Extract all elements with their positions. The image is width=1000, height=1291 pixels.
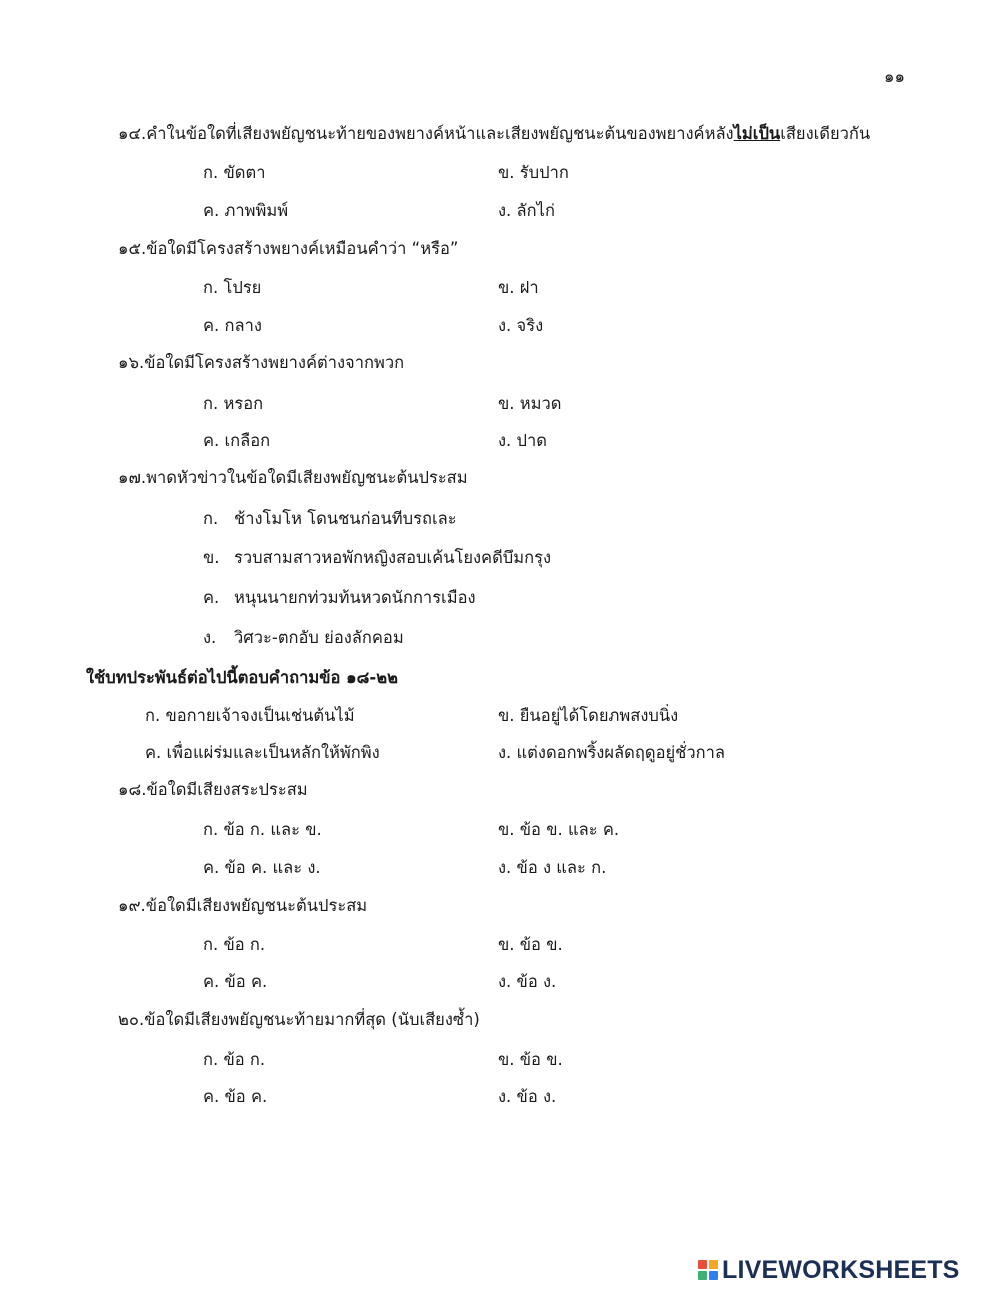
- q19-option-c[interactable]: ค. ข้อ ค.: [203, 972, 268, 991]
- logo-text: LIVEWORKSHEETS: [722, 1256, 960, 1284]
- passage-line-a: ก. ขอกายเจ้าจงเป็นเช่นต้นไม้: [145, 706, 355, 725]
- q18-option-d[interactable]: ง. ข้อ ง และ ก.: [498, 858, 607, 877]
- liveworksheets-logo[interactable]: [698, 1257, 960, 1283]
- q15-option-a[interactable]: ก. โปรย: [203, 278, 262, 297]
- question-14-emphasis: ไม่เป็น: [733, 124, 781, 143]
- q20-option-b[interactable]: ข. ข้อ ข.: [498, 1050, 563, 1069]
- logo-block-2: [709, 1260, 718, 1269]
- question-18: ๑๘.ข้อใดมีเสียงสระประสม: [118, 780, 308, 799]
- logo-block-3: [698, 1271, 707, 1280]
- q17-option-a[interactable]: [203, 508, 457, 530]
- question-14: [118, 123, 870, 145]
- q18-option-c[interactable]: ค. ข้อ ค. และ ง.: [203, 858, 321, 877]
- passage-line-b: ข. ยืนอยู่ได้โดยภพสงบนิ่ง: [498, 706, 679, 725]
- q18-option-a[interactable]: ก. ข้อ ก. และ ข.: [203, 820, 322, 839]
- q16-option-b[interactable]: ข. หมวด: [498, 394, 562, 413]
- q17-option-c-letter: ค.: [203, 588, 220, 607]
- question-19: ๑๙.ข้อใดมีเสียงพยัญชนะต้นประสม: [118, 896, 368, 915]
- passage-line-c: ค. เพื่อแผ่ร่มและเป็นหลักให้พักพิง: [145, 743, 380, 762]
- q17-option-b-letter: ข.: [203, 548, 220, 567]
- logo-block-1: [698, 1260, 707, 1269]
- passage-heading: ใช้บทประพันธ์ต่อไปนี้ตอบคำถามข้อ ๑๘-๒๒: [86, 668, 398, 687]
- question-14-suffix: เสียงเดียวกัน: [780, 124, 871, 143]
- logo-block-4: [709, 1271, 718, 1280]
- q17-option-c-text: หนุนนายกท่วมท้นหวดนักการเมือง: [234, 588, 476, 607]
- question-14-prefix: ๑๔.คำในข้อใดที่เสียงพยัญชนะท้ายของพยางค์หน้าและเสียงพยัญชนะต้นของพยางค์หลัง: [118, 124, 734, 143]
- q20-option-a[interactable]: ก. ข้อ ก.: [203, 1050, 266, 1069]
- q17-option-d[interactable]: [203, 627, 404, 649]
- q17-option-b[interactable]: [203, 547, 551, 569]
- q14-option-c[interactable]: ค. ภาพพิมพ์: [203, 201, 289, 220]
- passage-line-d: ง. แต่งดอกพริ้งผลัดฤดูอยู่ชั่วกาล: [498, 743, 725, 762]
- q20-option-d[interactable]: ง. ข้อ ง.: [498, 1087, 557, 1106]
- q19-option-d[interactable]: ง. ข้อ ง.: [498, 972, 557, 991]
- q16-option-d[interactable]: ง. ปาด: [498, 431, 548, 450]
- q15-option-c[interactable]: ค. กลาง: [203, 316, 262, 335]
- q17-option-a-letter: ก.: [203, 509, 219, 528]
- question-17: ๑๗.พาดหัวข่าวในข้อใดมีเสียงพยัญชนะต้นประสม: [118, 468, 468, 487]
- q18-option-b[interactable]: ข. ข้อ ข. และ ค.: [498, 820, 620, 839]
- q19-option-a[interactable]: ก. ข้อ ก.: [203, 935, 266, 954]
- logo-blocks-icon: [698, 1260, 718, 1280]
- q17-option-d-text: วิศวะ-ตกอับ ย่องลักคอม: [234, 628, 404, 647]
- q19-option-b[interactable]: ข. ข้อ ข.: [498, 935, 563, 954]
- q17-option-a-text: ช้างโมโห โดนชนก่อนทีบรถเละ: [234, 509, 457, 528]
- question-16: ๑๖.ข้อใดมีโครงสร้างพยางค์ต่างจากพวก: [118, 353, 405, 372]
- q20-option-c[interactable]: ค. ข้อ ค.: [203, 1087, 268, 1106]
- question-20: ๒๐.ข้อใดมีเสียงพยัญชนะท้ายมากที่สุด (นับเสียงซ้ำ): [118, 1010, 480, 1029]
- q16-option-c[interactable]: ค. เกลือก: [203, 431, 271, 450]
- q14-option-b[interactable]: ข. รับปาก: [498, 163, 569, 182]
- q15-option-b[interactable]: ข. ฝา: [498, 278, 539, 297]
- question-15: ๑๕.ข้อใดมีโครงสร้างพยางค์เหมือนคำว่า “หรือ”: [118, 239, 459, 258]
- q15-option-d[interactable]: ง. จริง: [498, 316, 544, 335]
- q17-option-d-letter: ง.: [203, 628, 217, 647]
- q14-option-a[interactable]: ก. ขัดตา: [203, 163, 266, 182]
- page-number: ๑๑: [884, 67, 905, 86]
- q17-option-c[interactable]: [203, 587, 476, 609]
- q16-option-a[interactable]: ก. หรอก: [203, 394, 264, 413]
- q17-option-b-text: รวบสามสาวหอพักหญิงสอบเค้นโยงคดีบึมกรุง: [234, 548, 552, 567]
- q14-option-d[interactable]: ง. ลักไก่: [498, 201, 555, 220]
